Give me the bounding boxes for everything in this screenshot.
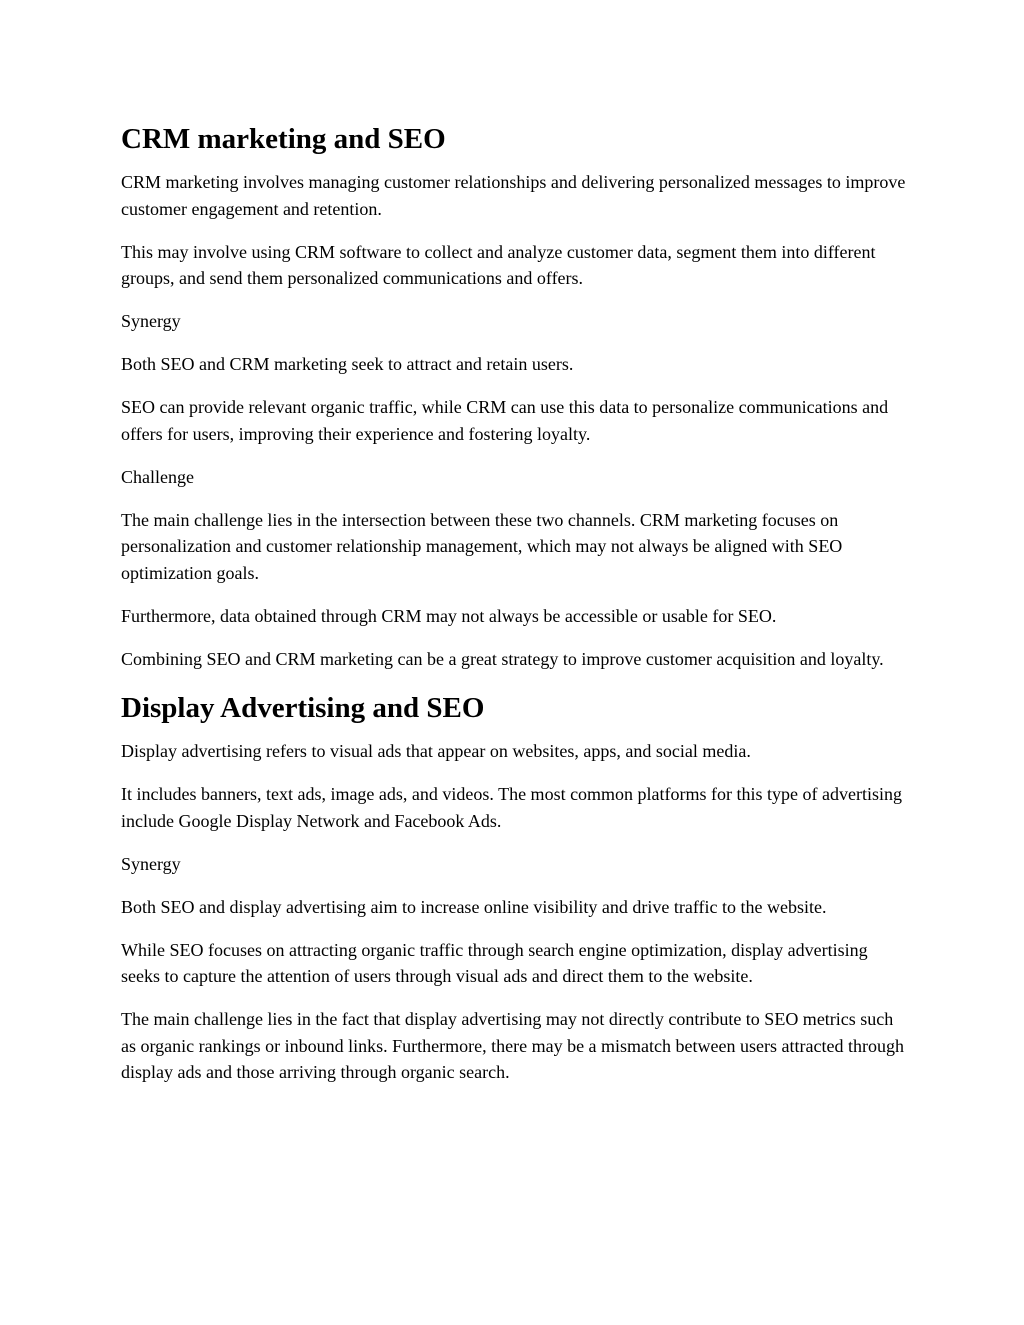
crm-paragraph-software: This may involve using CRM software to collect and analyze customer data, segment them into different groups, and send them personalized communications and offers. [121, 241, 876, 288]
crm-paragraph-intro: CRM marketing involves managing customer relationships and delivering personalized messages to improve customer engagement and retention. [121, 172, 906, 219]
section-heading-display: Display Advertising and SEO [121, 692, 485, 724]
crm-synergy-label: Synergy [121, 311, 181, 331]
display-paragraph-focus: While SEO focuses on attracting organic traffic through search engine optimization, display advertising seeks to capture the attention of users through visual ads and direct them to the website. [121, 939, 868, 986]
crm-challenge-label: Challenge [121, 466, 194, 487]
crm-paragraph-challenge: The main challenge lies in the intersection between these two channels. CRM marketing focuses on personalization and customer relationship management, which may not always be aligned with SEO optimization goals. [121, 509, 843, 583]
crm-paragraph-both: Both SEO and CRM marketing seek to attract and retain users. [121, 354, 574, 374]
display-paragraph-platforms: It includes banners, text ads, image ads, and videos. The most common platforms for this type of advertising include Google Display Network and Facebook Ads. [121, 784, 903, 831]
document-page [121, 121, 906, 1102]
display-synergy-label: Synergy [121, 853, 181, 874]
crm-paragraph-organic: SEO can provide relevant organic traffic, while CRM can use this data to personalize communications and offers for users, improving their experience and fostering loyalty. [121, 397, 889, 444]
display-paragraph-intro: Display advertising refers to visual ads that appear on websites, apps, and social media. [121, 741, 751, 761]
crm-paragraph-data: Furthermore, data obtained through CRM may not always be accessible or usable for SEO. [121, 605, 777, 626]
crm-paragraph-combining: Combining SEO and CRM marketing can be a great strategy to improve customer acquisition and loyalty. [121, 648, 884, 669]
display-paragraph-both: Both SEO and display advertising aim to increase online visibility and drive traffic to the website. [121, 896, 827, 917]
display-paragraph-challenge: The main challenge lies in the fact that display advertising may not directly contribute to SEO metrics such as organic rankings or inbound links. Furthermore, there may be a mismatch between users attracted through display ads and those arriving through organic search. [121, 1009, 904, 1082]
section-heading-crm: CRM marketing and SEO [121, 123, 446, 155]
